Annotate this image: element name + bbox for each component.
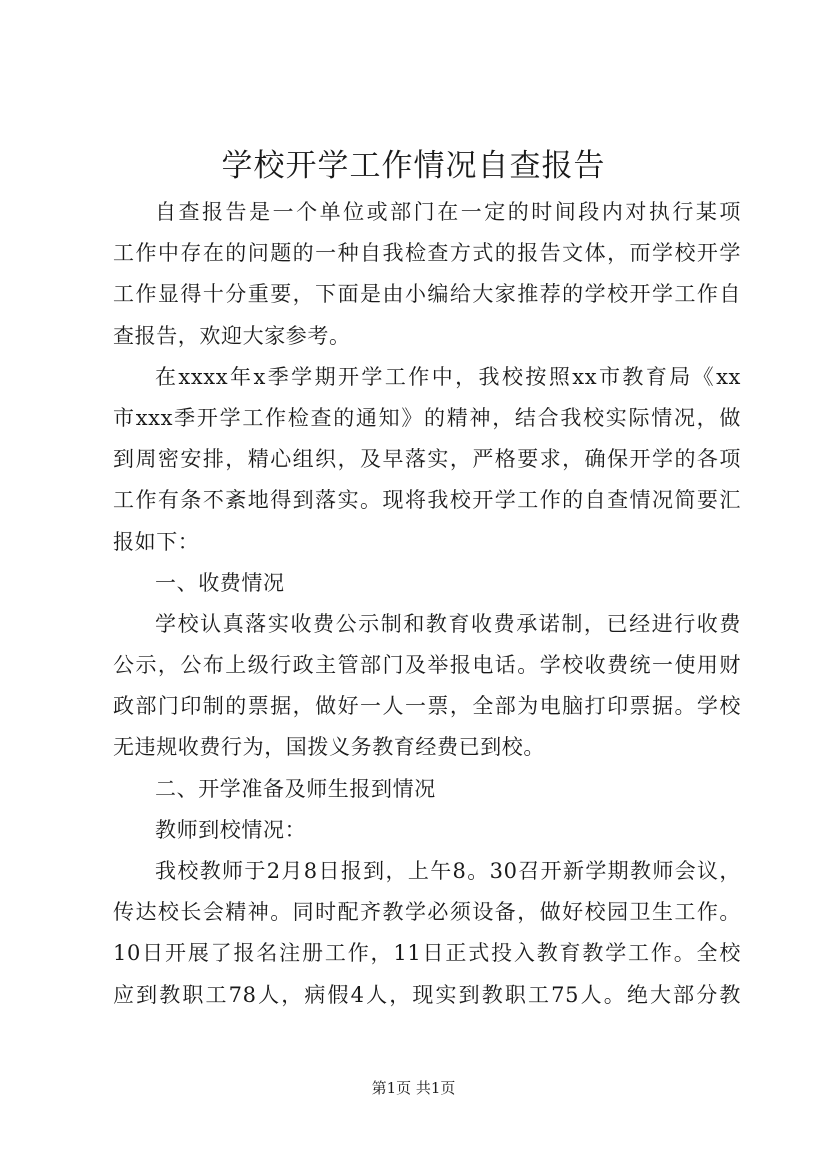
page-number: 第1页 共1页 (371, 1079, 456, 1097)
body-line: 无违规收费行为，国拨义务教育经费已到校。 (113, 735, 545, 760)
body-line: 工作中存在的问题的一种自我检查方式的报告文体，而学校开学 (113, 241, 741, 266)
section-heading: 二、开学准备及师生报到情况 (155, 776, 436, 801)
body-line: 市xxx季开学工作检查的通知》的精神，结合我校实际情况，做 (113, 405, 741, 430)
body-line: 在xxxx年x季学期开学工作中，我校按照xx市教育局《xx (155, 364, 741, 389)
body-line: 应到教职工78人，病假4人，现实到教职工75人。绝大部分教 (113, 982, 741, 1007)
document-body (113, 192, 741, 1016)
body-line: 公示，公布上级行政主管部门及举报电话。学校收费统一使用财 (113, 653, 741, 678)
body-line: 10日开展了报名注册工作，11日正式投入教育教学工作。全校 (113, 941, 741, 966)
body-line: 报如下： (113, 529, 200, 554)
body-line: 政部门印制的票据，做好一人一票，全部为电脑打印票据。学校 (113, 694, 741, 719)
body-line: 学校认真落实收费公示制和教育收费承诺制，已经进行收费 (155, 611, 741, 636)
body-line: 工作有条不紊地得到落实。现将我校开学工作的自查情况简要汇 (113, 488, 741, 513)
body-line: 我校教师于2月8日报到，上午8。30召开新学期教师会议， (155, 859, 741, 883)
subsection-heading: 教师到校情况： (155, 817, 307, 842)
body-line: 传达校长会精神。同时配齐教学必须设备，做好校园卫生工作。 (113, 900, 741, 925)
body-line: 工作显得十分重要，下面是由小编给大家推荐的学校开学工作自 (113, 282, 741, 307)
body-line: 到周密安排，精心组织，及早落实，严格要求，确保开学的各项 (113, 447, 741, 472)
body-line: 自查报告是一个单位或部门在一定的时间段内对执行某项 (155, 200, 741, 224)
body-line: 查报告，欢迎大家参考。 (113, 323, 351, 348)
section-heading: 一、收费情况 (155, 570, 285, 595)
document-title: 学校开学工作情况自查报告 (221, 148, 606, 184)
